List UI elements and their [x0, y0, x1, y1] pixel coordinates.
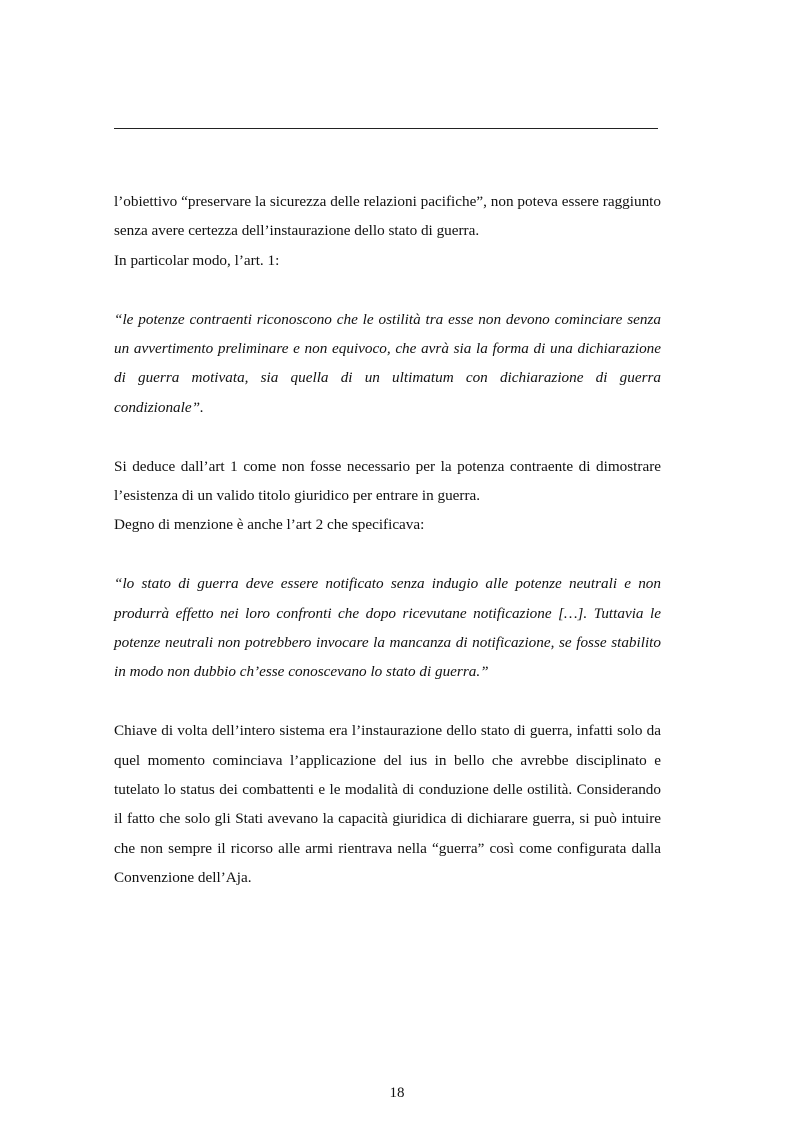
paragraph-art1-intro: In particolar modo, l’art. 1: [114, 251, 280, 269]
spacer [114, 422, 661, 451]
page-body [114, 187, 661, 893]
footnote-separator-rule [114, 128, 658, 129]
quote-art2: “lo stato di guerra deve essere notificato senza indugio alle potenze neutrali e non produrrà effetto nei loro confronti che dopo ricevutane notificazione […]. Tuttavia le potenze neutrali non potrebbero invocare la mancanza di notificazione, se fosse stabilito in modo non dubbio ch’esse conoscevano lo stato di guerra.” [114, 575, 661, 681]
paragraph-keystone: Chiave di volta dell’intero sistema era l’instaurazione dello stato di guerra, infatti solo da quel momento cominciava l’applicazione del ius in bello che avrebbe disciplinato e tutelato lo status dei combattenti e le modalità di conduzione delle ostilità. Considerando il fatto che solo gli Stati avevano la capacità giuridica di dichiarare guerra, si può intuire che non sempre il ricorso alle armi rientrava nella “guerra” così come configurata dalla Convenzione dell’Aja. [114, 722, 661, 887]
quote-art1: “le potenze contraenti riconoscono che le ostilità tra esse non devono cominciare senza un avvertimento preliminare e non equivoco, che avrà sia la forma di una dichiarazione di guerra motivata, sia quella di un ultimatum con dichiarazione di guerra condizionale”. [114, 310, 661, 416]
spacer [114, 540, 661, 569]
paragraph-art2-intro: Degno di menzione è anche l’art 2 che specificava: [114, 516, 425, 534]
page-number: 18 [389, 1085, 405, 1101]
paragraph-objective: l’obiettivo “preservare la sicurezza delle relazioni pacifiche”, non poteva essere raggiunto senza avere certezza dell’instaurazione dello stato di guerra. [114, 193, 661, 240]
spacer [114, 687, 661, 716]
paragraph-art1-deduction: Si deduce dall’art 1 come non fosse necessario per la potenza contraente di dimostrare l’esistenza di un valido titolo giuridico per entrare in guerra. [114, 457, 661, 505]
spacer [114, 275, 661, 304]
